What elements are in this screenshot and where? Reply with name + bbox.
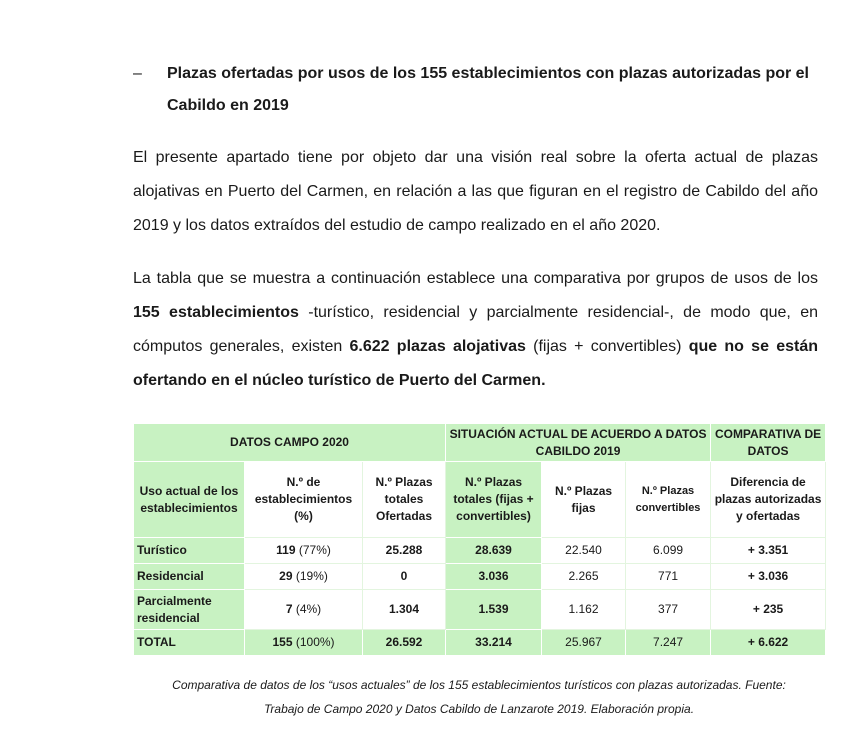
- cell-establecimientos: [245, 564, 363, 590]
- cell-establecimientos: [245, 590, 363, 630]
- cell-fijas: 22.540: [542, 538, 626, 564]
- group-header-campo: DATOS CAMPO 2020: [134, 424, 446, 462]
- paragraph-bold-conclusion: que no se están ofertando en el núcleo turístico de Puerto del Carmen.: [133, 338, 818, 389]
- cell-count: 7: [285, 602, 293, 616]
- cell-establecimientos: [245, 630, 363, 656]
- cell-percent: (19%): [295, 569, 328, 583]
- cell-diferencia: + 3.351: [711, 538, 826, 564]
- row-label: TOTAL: [134, 630, 245, 656]
- caption-line: Comparativa de datos de los “usos actuales” de los 155 establecimientos turísticos con plazas autorizadas. Fuente:: [172, 678, 786, 692]
- cell-convertibles: 377: [626, 590, 711, 630]
- cell-convertibles: 7.247: [626, 630, 711, 656]
- cell-convertibles: 771: [626, 564, 711, 590]
- comparison-table: [133, 423, 826, 656]
- cell-totales: 1.539: [446, 590, 542, 630]
- paragraph-text: -turístico, residencial y parcialmente residencial-, de modo que, en cómputos generales, existen: [133, 304, 819, 355]
- cell-diferencia: + 3.036: [711, 564, 826, 590]
- cell-fijas: 1.162: [542, 590, 626, 630]
- cell-percent: (77%): [298, 543, 331, 557]
- heading-text: Plazas ofertadas por usos de los 155 establecimientos con plazas autorizadas por el Cabildo en 2019: [167, 65, 809, 114]
- cell-convertibles: 6.099: [626, 538, 711, 564]
- col-header-fijas: N.º Plazas fijas: [542, 462, 626, 538]
- cell-count: 155: [272, 635, 293, 649]
- cell-count: 29: [279, 569, 293, 583]
- row-label: Residencial: [134, 564, 245, 590]
- cell-totales: 28.639: [446, 538, 542, 564]
- table-row: [134, 538, 826, 564]
- cell-diferencia: + 6.622: [711, 630, 826, 656]
- cell-ofertadas: 25.288: [363, 538, 446, 564]
- cell-fijas: 25.967: [542, 630, 626, 656]
- cell-fijas: 2.265: [542, 564, 626, 590]
- paragraph-text: (fijas + convertibles): [525, 338, 689, 355]
- col-header-diferencia: Diferencia de plazas autorizadas y ofertadas: [711, 462, 826, 538]
- group-header-cabildo: SITUACIÓN ACTUAL DE ACUERDO A DATOS CABILDO 2019: [446, 424, 711, 462]
- table-description-paragraph: [133, 262, 818, 398]
- cell-ofertadas: 0: [363, 564, 446, 590]
- col-header-convertibles: N.º Plazas convertibles: [626, 462, 711, 538]
- paragraph-bold-establecimientos: 155 establecimientos: [133, 304, 299, 321]
- row-label: Parcialmente residencial: [134, 590, 245, 630]
- cell-establecimientos: [245, 538, 363, 564]
- cell-ofertadas: 1.304: [363, 590, 446, 630]
- col-header-plazas-ofertadas: N.º Plazas totales Ofertadas: [363, 462, 446, 538]
- heading-bullet: –: [133, 65, 142, 82]
- table-row-total: [134, 630, 826, 656]
- paragraph-text: La tabla que se muestra a continuación establece una comparativa por grupos de usos de los: [133, 270, 818, 287]
- table-row: [134, 564, 826, 590]
- caption-line: Trabajo de Campo 2020 y Datos Cabildo de Lanzarote 2019. Elaboración propia.: [263, 702, 695, 716]
- cell-count: 119: [276, 543, 296, 557]
- cell-diferencia: + 235: [711, 590, 826, 630]
- col-header-plazas-totales: N.º Plazas totales (fijas + convertibles): [446, 462, 542, 538]
- cell-ofertadas: 26.592: [363, 630, 446, 656]
- col-header-uso: Uso actual de los establecimientos: [134, 462, 245, 538]
- col-header-establecimientos: N.º de establecimientos (%): [245, 462, 363, 538]
- table-row: [134, 590, 826, 630]
- cell-percent: (4%): [295, 602, 322, 616]
- cell-totales: 33.214: [446, 630, 542, 656]
- section-heading: [133, 58, 823, 122]
- cell-percent: (100%): [295, 635, 335, 649]
- row-label: Turístico: [134, 538, 245, 564]
- table-caption: [133, 673, 825, 721]
- paragraph-bold-plazas: 6.622 plazas alojativas: [349, 338, 526, 355]
- group-header-comparativa: COMPARATIVA DE DATOS: [711, 424, 826, 462]
- cell-totales: 3.036: [446, 564, 542, 590]
- intro-paragraph: El presente apartado tiene por objeto dar una visión real sobre la oferta actual de plazas alojativas en Puerto del Carmen, en relación a las que figuran en el registro de Cabildo del año 2019 y los datos extraídos del estudio de campo realizado en el año 2020.: [133, 149, 818, 234]
